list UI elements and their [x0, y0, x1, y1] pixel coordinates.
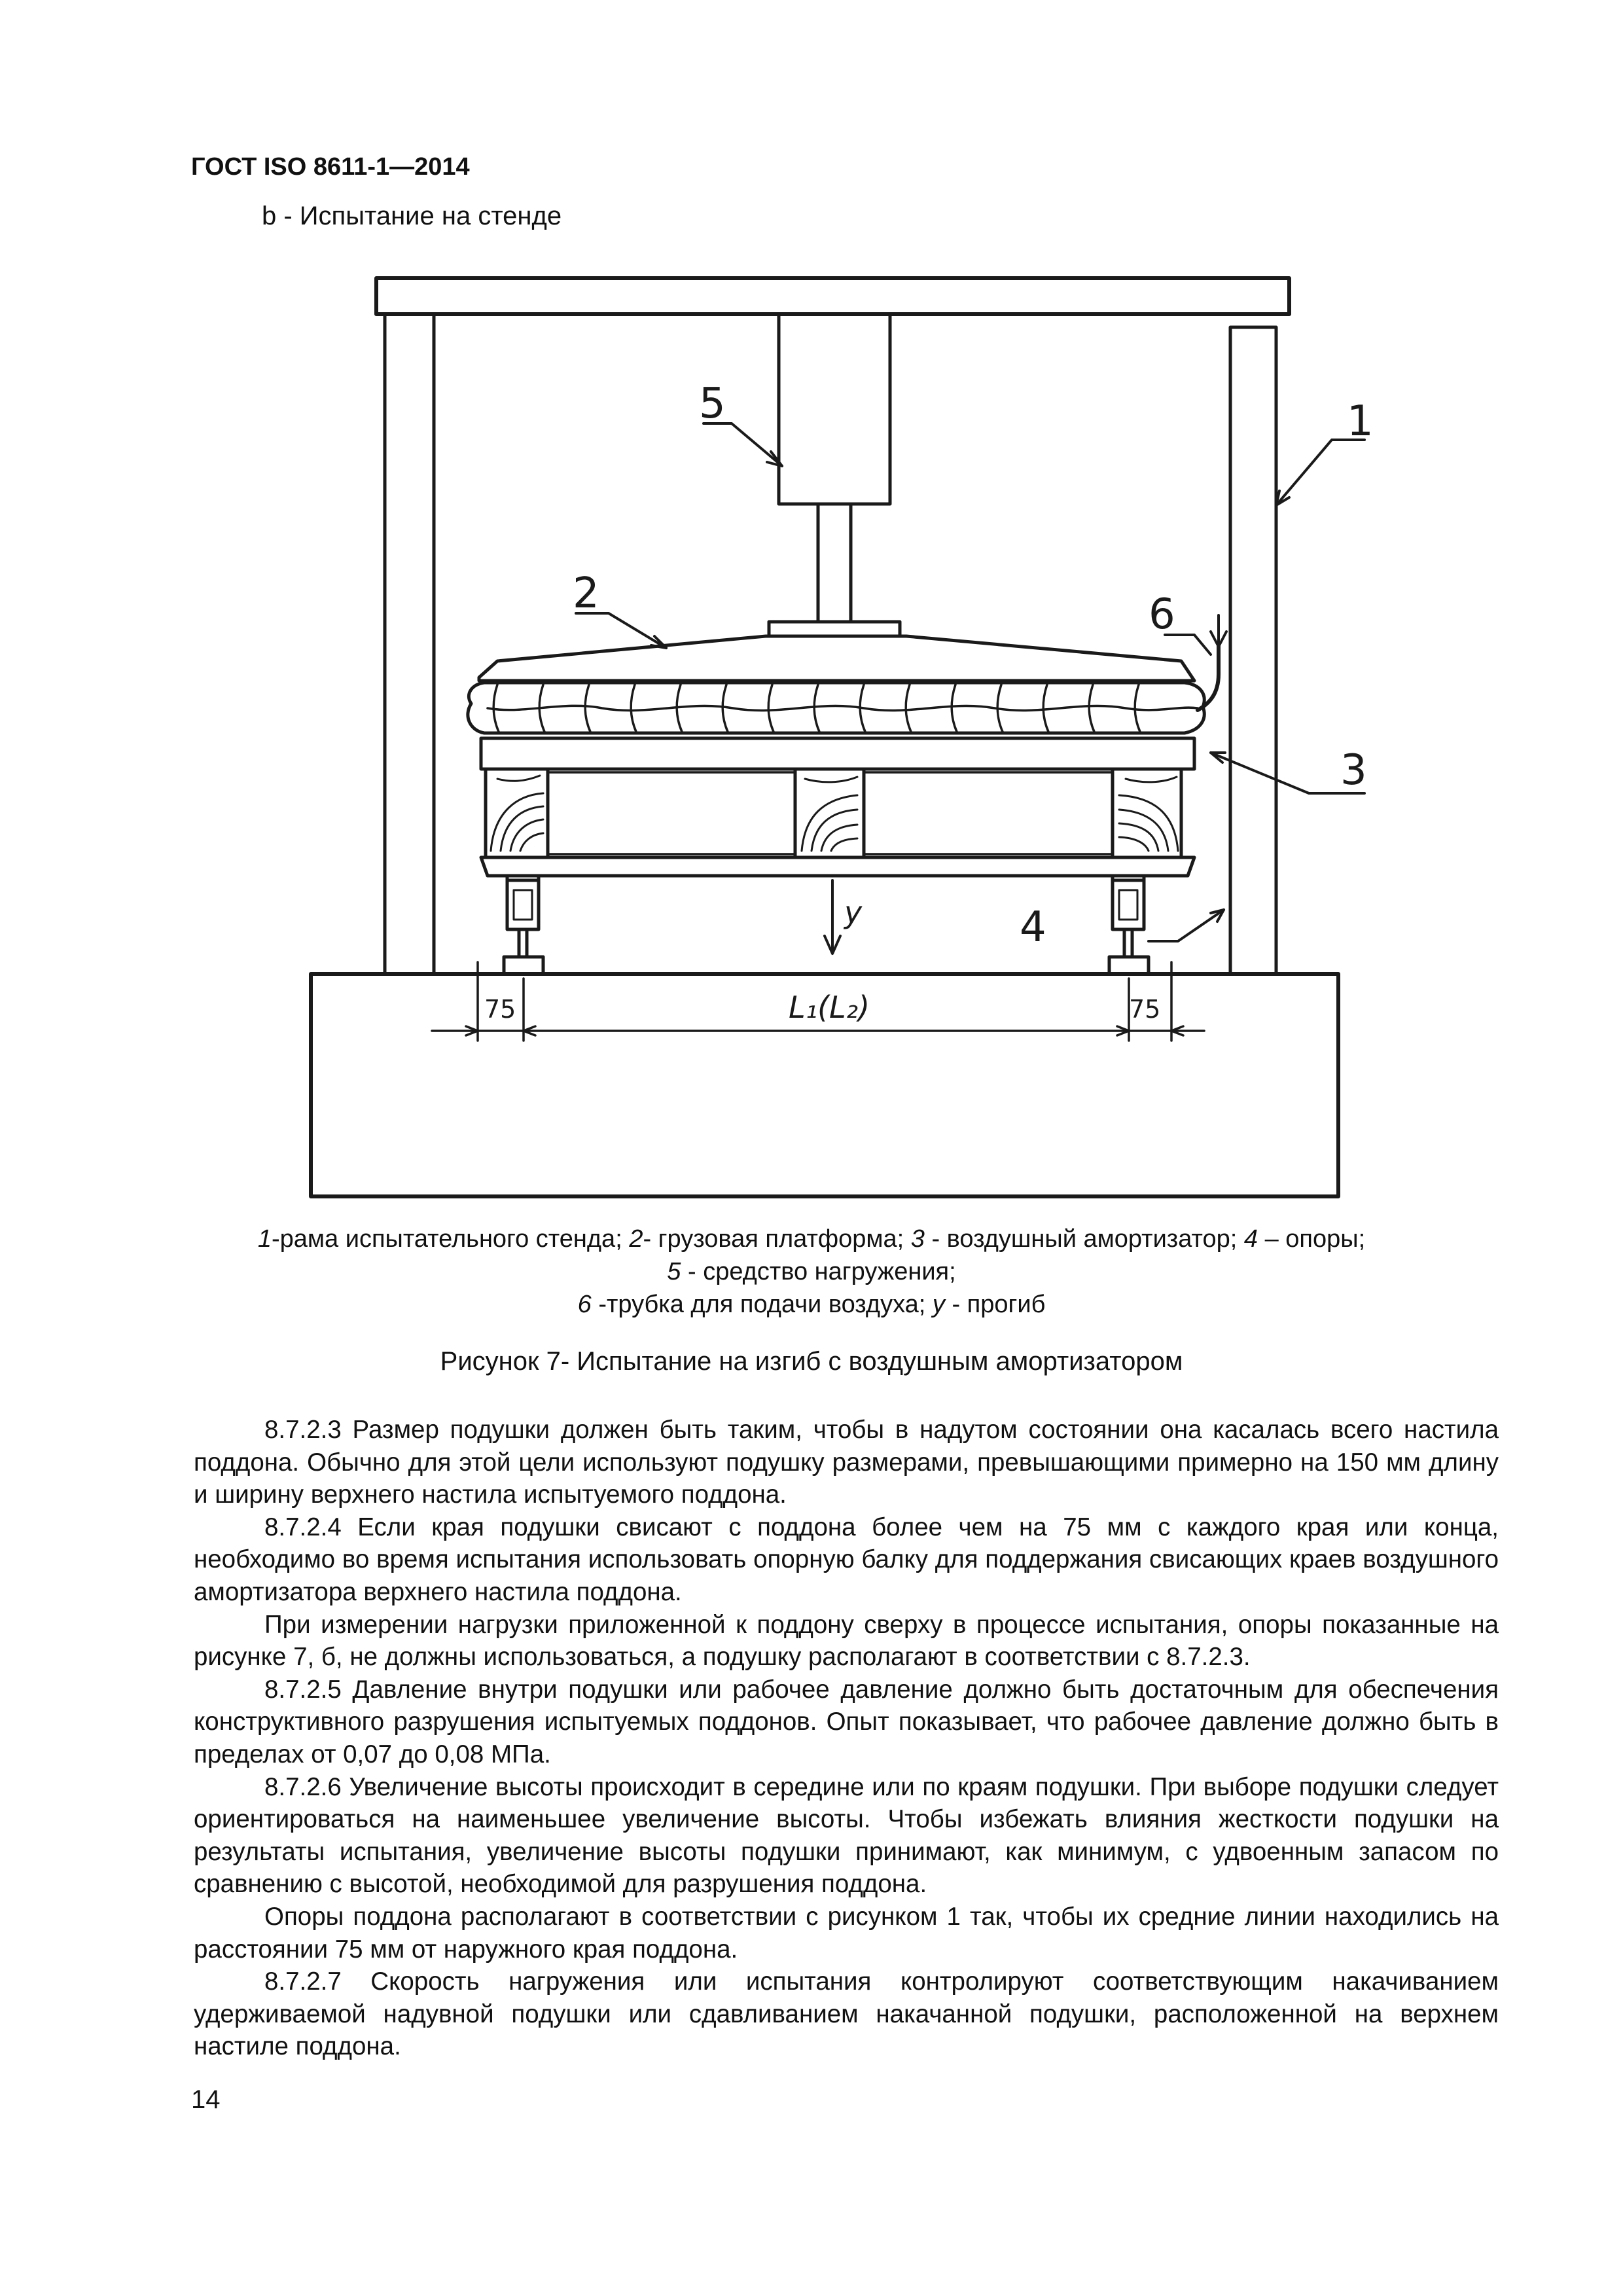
cushion-segments: [488, 685, 1198, 732]
paragraph-8-7-2-3: 8.7.2.3 Размер подушки должен быть таким, чтобы в надутом состоянии она касалась всего настила поддона. Обычно для этой цели используют подушку размерами, превышающими примерно на 150 мм длину и ширину верхнего настила испытуемого поддона.: [194, 1416, 1499, 1509]
air-cushion: [468, 683, 1204, 733]
air-arrow: [1211, 615, 1226, 647]
legend-line-1: 1-рама испытательного стенда; 2- грузовая платформа; 3 - воздушный амортизатор; 4 – опоры;: [257, 1225, 1366, 1253]
pallet-block-left: [486, 769, 548, 857]
deflection-arrow: [825, 880, 840, 954]
loading-plate: [769, 622, 900, 636]
dim-right-label: 75: [1129, 995, 1161, 1024]
callout-4: 4: [1020, 903, 1046, 952]
paragraph-8-7-2-4: 8.7.2.4 Если края подушки свисают с поддона более чем на 75 мм с каждого края или конца, необходимо во время испытания использовать опорную балку для поддержания свисающих краев воздушного амортизатора верхнего настила поддона.: [194, 1513, 1499, 1606]
callout-5: 5: [699, 380, 726, 428]
test-stand-drawing: [288, 262, 1387, 1217]
paragraph-8-7-2-7: 8.7.2.7 Скорость нагружения или испытания контролируют соответствующим накачиванием удерживаемой надувной подушки или сдавливанием накачанной подушки, расположенной на верхнем настиле поддона.: [194, 1967, 1499, 2061]
legend-line-2: 5 - средство нагружения;: [667, 1258, 956, 1285]
body-text: [194, 1414, 1499, 2063]
loading-rod: [818, 504, 851, 622]
pallet-top-deck: [481, 738, 1194, 769]
pallet-stringer: [548, 772, 1113, 854]
callout-6: 6: [1149, 590, 1175, 639]
frame-left-column: [385, 314, 434, 974]
support-right: [1109, 876, 1149, 974]
document-header: ГОСТ ISO 8611-1—2014: [191, 153, 470, 181]
frame-top-beam: [376, 278, 1289, 314]
dim-left-label: 75: [484, 995, 516, 1024]
page-number: 14: [191, 2085, 221, 2114]
paragraph-8-7-2-6: 8.7.2.6 Увеличение высоты происходит в середине или по краям подушки. При выборе подушки следует ориентироваться на наименьшее увеличение высоты. Чтобы избежать влияния жесткости подушки на результаты испытания, увеличение высоты подушки принимают, как минимум, с удвоенным запасом по сравнению с высотой, необходимой для разрушения поддона.: [194, 1772, 1499, 1899]
deflection-label: y: [844, 895, 863, 930]
callout-1: 1: [1347, 397, 1374, 446]
figure-sublabel: b - Испытание на стенде: [262, 202, 562, 230]
callout-2: 2: [573, 569, 599, 618]
paragraph-supports: Опоры поддона располагают в соответствии с рисунком 1 так, чтобы их средние линии находились на расстоянии 75 мм от наружного края поддона.: [194, 1902, 1499, 1964]
frame-right-column: [1230, 327, 1276, 974]
legend-line-3: 6 -трубка для подачи воздуха; у - прогиб: [577, 1291, 1046, 1318]
paragraph-load-measurement: При измерении нагрузки приложенной к поддону сверху в процессе испытания, опоры показанные на рисунке 7, б, не должны использоваться, а подушку располагают в соответствии с 8.7.2.3.: [194, 1610, 1499, 1672]
loading-device: [779, 314, 890, 504]
callout-3: 3: [1340, 746, 1367, 795]
dim-center-label: L₁(L₂): [789, 990, 870, 1025]
air-supply-tube: [1198, 645, 1219, 710]
load-platform: [479, 636, 1194, 681]
paragraph-8-7-2-5: 8.7.2.5 Давление внутри подушки или рабочее давление должно быть достаточным для обеспечения конструктивного разрушения испытуемых поддонов. Опыт показывает, что рабочее давление должно быть в пределах от 0,07 до 0,08 МПа.: [194, 1675, 1499, 1768]
pallet-bottom-deck: [481, 857, 1194, 876]
support-left: [504, 876, 543, 974]
wood-grain: [491, 776, 1178, 851]
figure-title: Рисунок 7- Испытание на изгиб с воздушным амортизатором: [440, 1347, 1183, 1376]
